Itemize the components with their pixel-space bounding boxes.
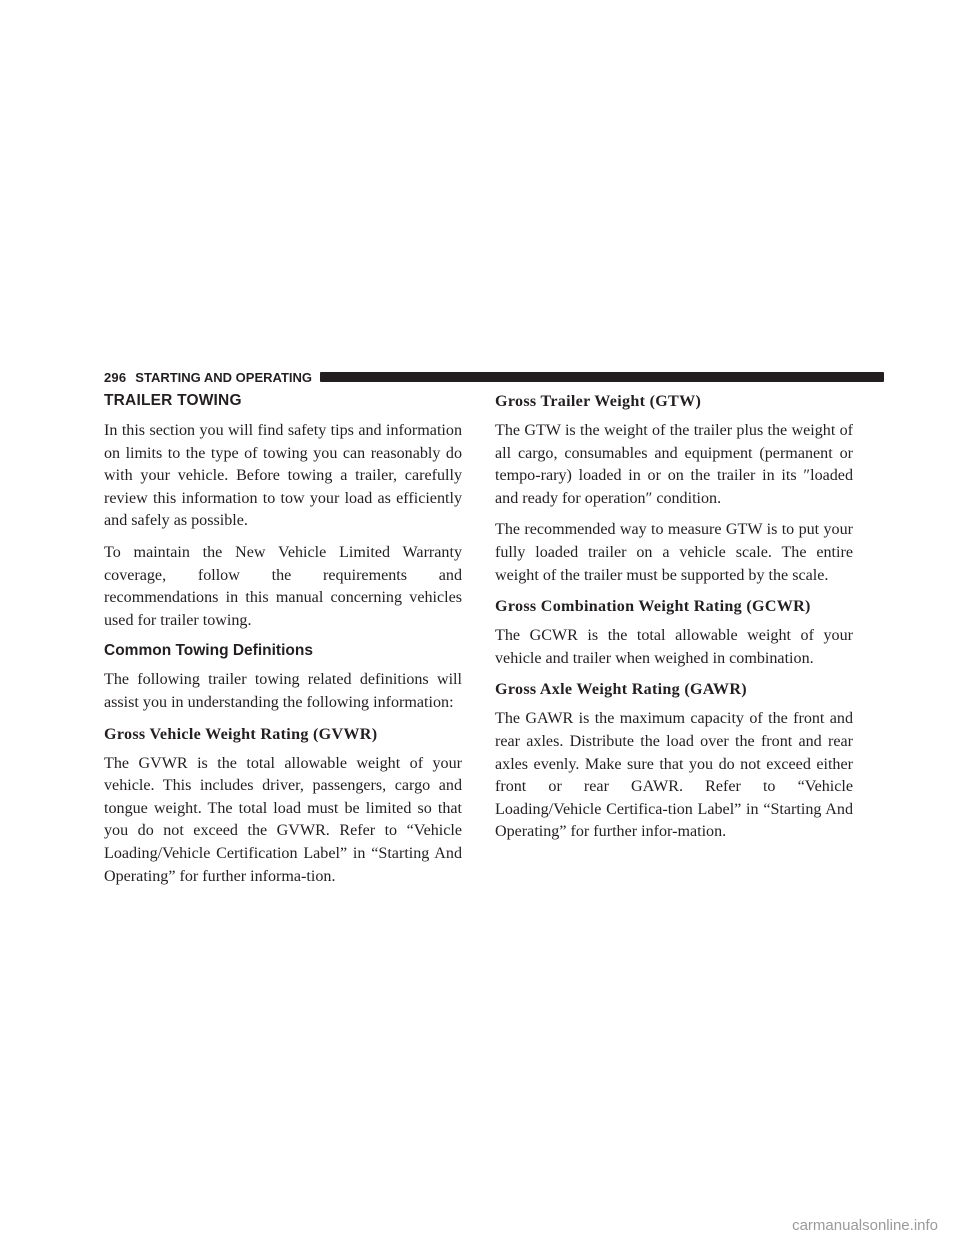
gtw-heading: Gross Trailer Weight (GTW) (495, 393, 702, 410)
gcwr-heading: Gross Combination Weight Rating (GCWR) (495, 598, 811, 616)
right-column (495, 388, 853, 853)
page-header (104, 370, 884, 384)
gvwr-paragraph: The GVWR is the total allowable weight of your vehicle. This includes driver, passengers, cargo and tongue weight. The total load must be limited so that you do not exceed the GVWR. Refer to “Vehicle Loading/Vehicle Certification Label” in “Starting And Operating” for further informa-tion. (104, 754, 462, 885)
page-title: TRAILER TOWING (104, 392, 242, 409)
gawr-heading: Gross Axle Weight Rating (GAWR) (495, 681, 747, 699)
gawr-paragraph: The GAWR is the maximum capacity of the front and rear axles. Distribute the load over the front and rear axles evenly. Make sure that you do not exceed either front or rear GAWR. Refer to “Vehicle Loading/Vehicle Certifica-tion Label” in “Starting And Operating” for further infor-mation. (495, 710, 853, 841)
gvwr-heading: Gross Vehicle Weight Rating (GVWR) (104, 725, 378, 743)
gtw-paragraph: The GTW is the weight of the trailer plus the weight of all cargo, consumables and equipment (permanent or tempo-rary) loaded in or on the trailer in its ″loaded and ready for operation″ condition. (495, 422, 853, 507)
header-rule (320, 372, 884, 382)
watermark: carmanualsonline.info (792, 1217, 938, 1234)
warranty-paragraph: To maintain the New Vehicle Limited Warranty coverage, follow the requirements and recommendations in this manual concerning vehicles used for trailer towing. (104, 543, 462, 629)
gtw-measure-paragraph: The recommended way to measure GTW is to put your fully loaded trailer on a vehicle scale. The entire weight of the trailer must be supported by the scale. (495, 521, 853, 584)
definitions-intro: The following trailer towing related definitions will assist you in understanding the following information: (104, 671, 462, 711)
page-number: 296 (104, 369, 127, 385)
definitions-heading: Common Towing Definitions (104, 642, 313, 660)
left-column (104, 388, 462, 897)
intro-paragraph: In this section you will find safety tips and information on limits to the type of towing you can reasonably do with your vehicle. Before towing a trailer, carefully review this information to tow your load as efficiently and safely as possible. (104, 422, 462, 530)
gcwr-paragraph: The GCWR is the total allowable weight of your vehicle and trailer when weighed in combination. (495, 627, 853, 667)
section-title: STARTING AND OPERATING (135, 369, 312, 385)
